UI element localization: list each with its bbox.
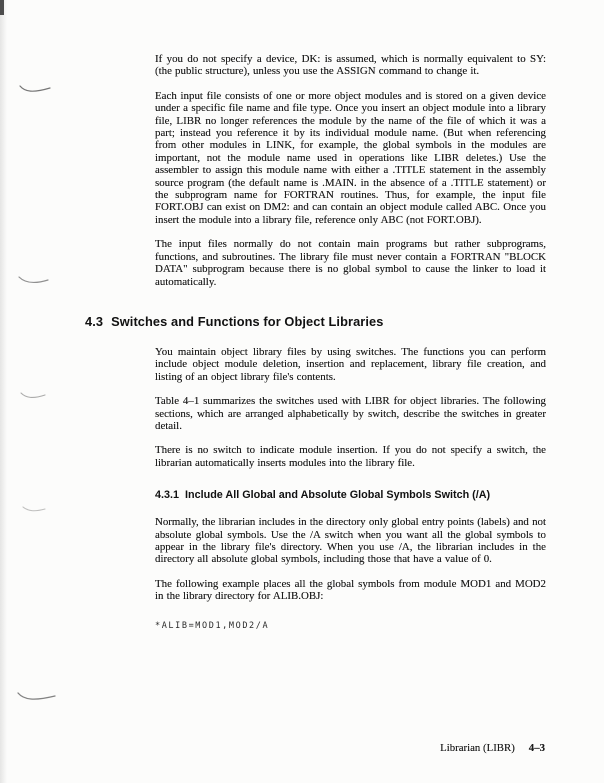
body-paragraph: You maintain object library files by using switches. The functions you can perform include object module deletion, insertion and replacement, library file creation, and listing of an object library file's contents. bbox=[155, 345, 546, 383]
body-paragraph: Table 4–1 summarizes the switches used with LIBR for object libraries. The following sections, which are arranged alphabetically by switch, describe the switches in greater detail. bbox=[155, 395, 546, 432]
subsection-number: 4.3.1 bbox=[155, 489, 180, 502]
body-paragraph: Normally, the librarian includes in the directory only global entry points (labels) and not absolute global symbols. Use the /A switch when you want all the global symbols to appear in the library file's directory. When you use /A, the librarian includes in the directory all absolute global symbols, including those that have a value of 0. bbox=[155, 516, 546, 566]
pencil-mark-icon bbox=[18, 83, 52, 95]
footer-chapter-label: Librarian (LIBR) bbox=[440, 742, 515, 754]
body-paragraph: The following example places all the global symbols from module MOD1 and MOD2 in the library directory for ALIB.OBJ: bbox=[155, 577, 546, 603]
body-paragraph: If you do not specify a device, DK: is assumed, which is normally equivalent to SY: (the public structure), unless you use the ASSIGN command to change it. bbox=[155, 53, 546, 78]
page-footer bbox=[440, 742, 545, 754]
scan-edge-shade bbox=[0, 0, 7, 783]
pencil-mark-icon bbox=[17, 274, 50, 286]
code-example: *ALIB=MOD1,MOD2/A bbox=[155, 620, 270, 631]
subsection-title: Include All Global and Absolute Global Symbols Switch (/A) bbox=[185, 489, 491, 502]
body-paragraph: Each input file consists of one or more object modules and is stored on a given device under a specific file name and file type. Once you insert an object module into a library file, LIBR no longer references the module by the name of the file of which it was a part; instead you reference it by its individual module name. (But when referencing from other modules in LINK, for example, the global symbols in the modules are important, not the module name used in operations like LIBR deletes.) Use the assembler to assign this module name with either a .TITLE statement in the assembly source program (the default name is .MAIN. in the absence of a .TITLE statement) or the subprogram name for FORTRAN routines. Thus, for example, the input file FORT.OBJ can exist on DM2: and can contain an object module called ABC. Once you insert the module into a library file, reference only ABC (not FORT.OBJ). bbox=[155, 89, 546, 226]
footer-page-number: 4–3 bbox=[528, 742, 545, 754]
body-paragraph: There is no switch to indicate module insertion. If you do not specify a switch, the librarian automatically inserts modules into the library file. bbox=[155, 444, 546, 469]
pencil-mark-icon bbox=[21, 504, 47, 514]
section-number: 4.3 bbox=[85, 313, 104, 329]
section-title: Switches and Functions for Object Libraries bbox=[111, 313, 384, 329]
page-body bbox=[85, 53, 546, 631]
body-paragraph: The input files normally do not contain main programs but rather subprograms, functions, and subroutines. The library file must never contain a FORTRAN "BLOCK DATA" subprogram because there is no global symbol to cause the linker to load it automatically. bbox=[155, 238, 546, 288]
scan-corner-mark bbox=[0, 0, 4, 15]
pencil-mark-icon bbox=[19, 390, 47, 401]
pencil-mark-icon bbox=[16, 690, 58, 704]
subsection-heading bbox=[155, 489, 546, 502]
section-heading bbox=[85, 314, 546, 330]
